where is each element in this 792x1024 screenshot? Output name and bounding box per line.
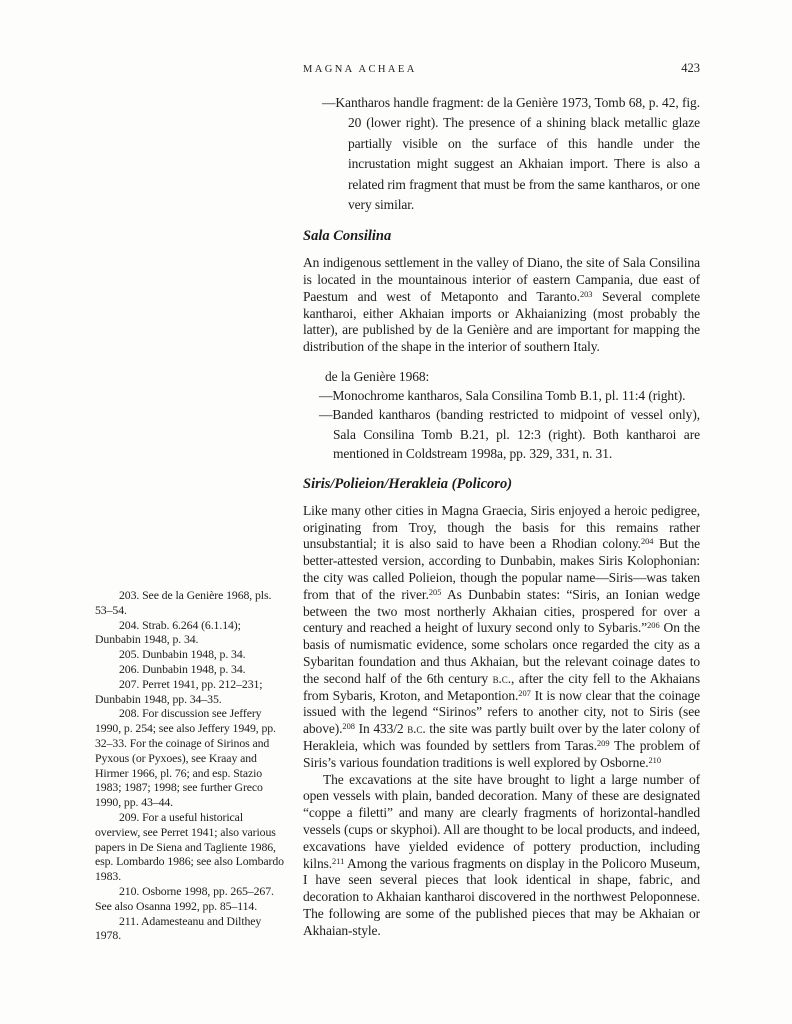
section-heading-sala-consilina: Sala Consilina [303, 228, 392, 245]
footnote-reference: 206 [647, 621, 660, 631]
small-caps-text: b.c. [492, 670, 511, 686]
footnote-reference: 203 [579, 289, 593, 299]
catalog-entry-kantharos-handle-fragment: —Kantharos handle fragment: de la Genière 1973, Tomb 68, p. 42, fig. 20 (lower right). The presence of a shining black metallic glaze partially visible on the surface of this handle under the incrustation might suggest an Akhaian import. There is also a related rim fragment that must be from the same kantharos, or one very similar. [322, 95, 700, 213]
footnote-205: 205. Dunbabin 1948, p. 34. [119, 647, 246, 662]
footnote-211: 211. Adamesteanu and Dilthey 1978. [95, 913, 262, 943]
paragraph-sala-consilina: An indigenous settlement in the valley of Diano, the site of Sala Consilina is located in the mountainous interior of eastern Campania, due east of Paestum and west of Metaponto and Taranto.$^{203}$ Several complete kantharoi, either Akhaian imports or Akhaianizing (most probably the latter), are published by de la Genière and are important for mapping the distribution of the shape in the interior of southern Italy. [303, 255, 700, 355]
footnote-reference: 204 [640, 537, 654, 547]
paragraph-siris-history: Like many other cities in Magna Graecia, Siris enjoyed a heroic pedigree, originating from Troy, though the basis for this remains rather unsubstantial; it is also said to have been a Rhodian colony.$^{204}$ But the better-attested version, according to Dunbabin, makes Siris Kolophonian: the city was called Polieion, though the popular name—Siris—was taken from that of the river.$^{205}$ As Dunbabin states: “Siris, an Ionian wedge between the two most northerly Akhaian cities, prospered for over a century and reached a height of luxury second only to Sybaris.”$^{206}$ On the basis of numismatic evidence, some scholars once regarded the city as a Sybaritan foundation and thus Akhaian, but the relevant coinage dates to the second half of the 6th century b.c., after the city fell to the Akhaians from Sybaris, Kroton, and Metapontion.$^{207}$ It is now clear that the coinage issued with the legend “Sirinos” refers to another city, not to Siris (see above).$^{208}$ In 433/2 b.c. the site was partly built over by the later colony of Herakleia, which was founded by settlers from Taras.$^{209}$ The problem of Siris’s various foundation traditions is well explored by Osborne.$^{210}$ [303, 502, 701, 770]
footnotes-column [95, 588, 288, 943]
footnote-reference: 211 [332, 856, 345, 866]
footnote-204: 204. Strab. 6.264 (6.1.14); Dunbabin 1948, p. 34. [95, 617, 241, 647]
running-head-title: MAGNA ACHAEA [303, 64, 417, 75]
footnote-203: 203. See de la Genière 1968, pls. 53–54. [95, 588, 272, 617]
footnote-reference: 205 [428, 587, 442, 597]
footnote-reference: 208 [342, 722, 355, 732]
footnote-reference: 210 [648, 755, 662, 765]
footnote-210: 210. Osborne 1998, pp. 265–267. See also Osanna 1992, pp. 85–114. [95, 883, 274, 913]
catalog-item: —Banded kantharos (banding restricted to midpoint of vessel only), Sala Consilina Tomb B.21, pl. 12:3 (right). Both kantharoi are mentioned in Coldstream 1998a, pp. 329, 331, n. 31. [319, 407, 700, 461]
catalog-list-items [303, 386, 700, 463]
footnote-reference: 207 [518, 688, 531, 698]
catalog-list-intro: de la Genière 1968: [325, 369, 430, 385]
main-text-column [303, 93, 700, 940]
running-header [303, 61, 700, 76]
paragraph-siris-excavations: The excavations at the site have brought to light a large number of open vessels with plain, banded decoration. Many of these are designated “coppe a filetti” and many are clearly fragments of horizontal-handled vessels (cups or skyphoi). All are thought to be local products, and indeed, excavations have yielded evidence of pottery production, including kilns.$^{211}$ Among the various fragments on display in the Policoro Museum, I have seen several pieces that look identical in shape, fabric, and decoration to Akhaian kantharoi discovered in the northwest Peloponnese. The following are some of the published pieces that may be Akhaian or Akhaian-style. [303, 771, 700, 938]
page-number: 423 [681, 61, 700, 75]
footnote-209: 209. For a useful historical overview, see Perret 1941; also various papers in De Siena and Tagliente 1986, esp. Lombardo 1986; see also Lombardo 1983. [95, 809, 284, 884]
section-heading-siris-polieion-herakleia: Siris/Polieion/Herakleia (Policoro) [303, 476, 513, 493]
footnote-reference: 209 [596, 738, 610, 748]
catalog-list-de-la-geniere-1968 [303, 367, 700, 463]
small-caps-text: b.c. [407, 721, 426, 737]
footnote-207: 207. Perret 1941, pp. 212–231; Dunbabin 1948, pp. 34–35. [95, 676, 263, 706]
footnote-206: 206. Dunbabin 1948, p. 34. [119, 661, 246, 676]
catalog-item: —Monochrome kantharos, Sala Consilina Tomb B.1, pl. 11:4 (right). [319, 388, 686, 404]
footnote-208: 208. For discussion see Jeffery 1990, p. 254; see also Jeffery 1949, pp. 32–33. For the coinage of Sirinos and Pyxous (or Pyxoes), see Kraay and Hirmer 1966, pl. 76; and esp. Stazio 1983; 1987; 1998; see further Greco 1990, pp. 43–44. [95, 706, 276, 810]
